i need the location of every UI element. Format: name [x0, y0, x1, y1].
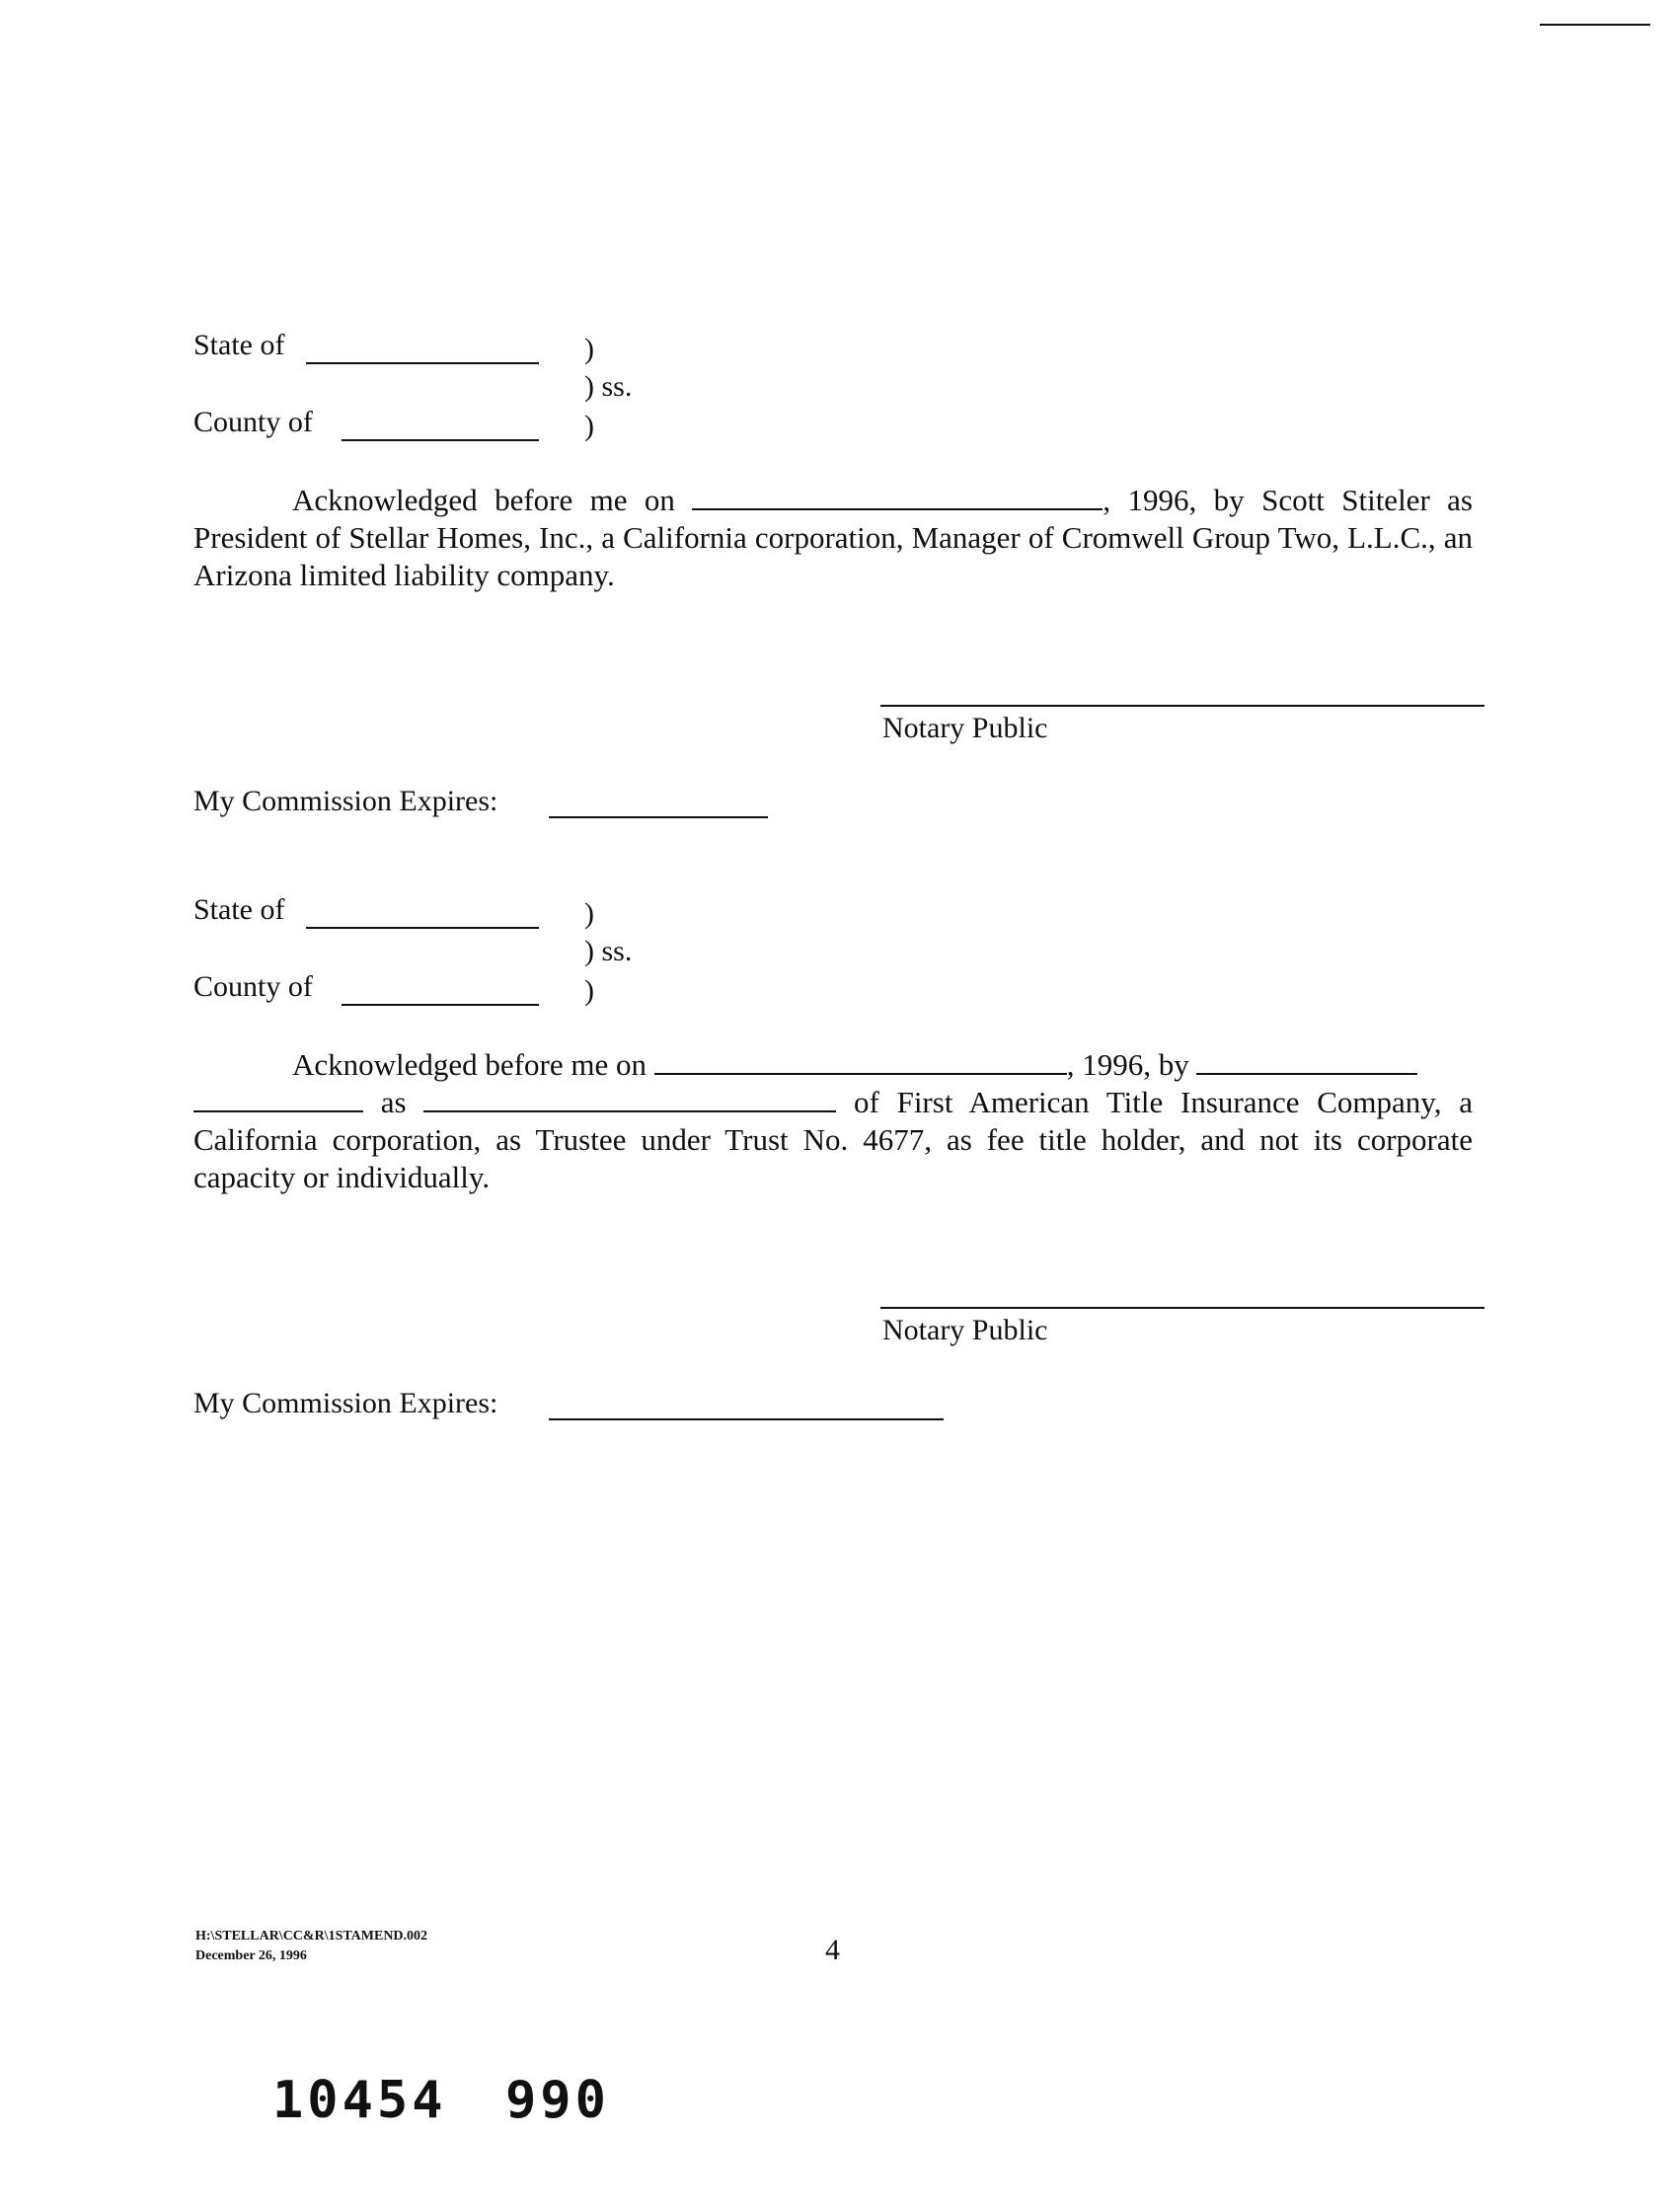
acknowledgment-paragraph: [193, 1046, 1473, 1196]
notary-signature-line[interactable]: [880, 705, 1484, 707]
county-label: County of: [193, 970, 313, 1003]
ack-body: , 1996, by Scott Stiteler as President of Stellar Homes, Inc., a California corporation, Manager of Cromwell Group Two, L.L.C., an Arizona limited liability company.: [193, 483, 1473, 592]
county-blank[interactable]: [342, 1004, 539, 1006]
ack-body: of First American Title Insurance Company, a California corporation, as Trustee under Trust No. 4677, as fee title holder, and not its corporate capacity or individually.: [193, 1085, 1474, 1194]
venue-paren: ): [584, 974, 594, 1007]
ack-date-blank[interactable]: [692, 507, 1103, 510]
footer-date: December 26, 1996: [195, 1948, 307, 1963]
notary-public-label: Notary Public: [882, 1314, 1048, 1346]
ack-lead: Acknowledged before me on: [292, 483, 675, 517]
state-label: State of: [193, 329, 285, 361]
county-label: County of: [193, 406, 313, 438]
officer-title-blank[interactable]: [423, 1109, 836, 1112]
commission-expires-label: My Commission Expires:: [193, 785, 498, 817]
commission-expires-label: My Commission Expires:: [193, 1387, 498, 1419]
margin-mark: [1540, 24, 1650, 26]
ack-date-blank[interactable]: [654, 1072, 1067, 1075]
ack-as: as: [380, 1085, 407, 1119]
venue-ss: ) ss.: [584, 370, 633, 403]
commission-expires-blank[interactable]: [549, 1418, 944, 1420]
venue-paren: ): [584, 333, 594, 365]
officer-name-blank[interactable]: [1196, 1072, 1417, 1075]
commission-expires-blank[interactable]: [549, 816, 768, 818]
venue-paren: ): [584, 897, 594, 930]
officer-name-blank-cont[interactable]: [193, 1109, 363, 1112]
file-path: H:\STELLAR\CC&R\1STAMEND.002: [195, 1929, 428, 1944]
notary-public-label: Notary Public: [882, 712, 1048, 744]
county-blank[interactable]: [342, 439, 539, 441]
acknowledgment-paragraph: [193, 482, 1473, 594]
page-number: 4: [825, 1934, 840, 1966]
recording-page-number: 990: [505, 2071, 610, 2130]
venue-paren: ): [584, 410, 594, 442]
state-blank[interactable]: [306, 927, 539, 929]
venue-ss: ) ss.: [584, 935, 633, 967]
ack-lead: Acknowledged before me on: [292, 1047, 647, 1082]
recording-book-number: 10454: [272, 2071, 447, 2130]
ack-by: , 1996, by: [1066, 1047, 1189, 1082]
state-label: State of: [193, 893, 285, 926]
state-blank[interactable]: [306, 362, 539, 364]
notary-signature-line[interactable]: [880, 1307, 1484, 1309]
